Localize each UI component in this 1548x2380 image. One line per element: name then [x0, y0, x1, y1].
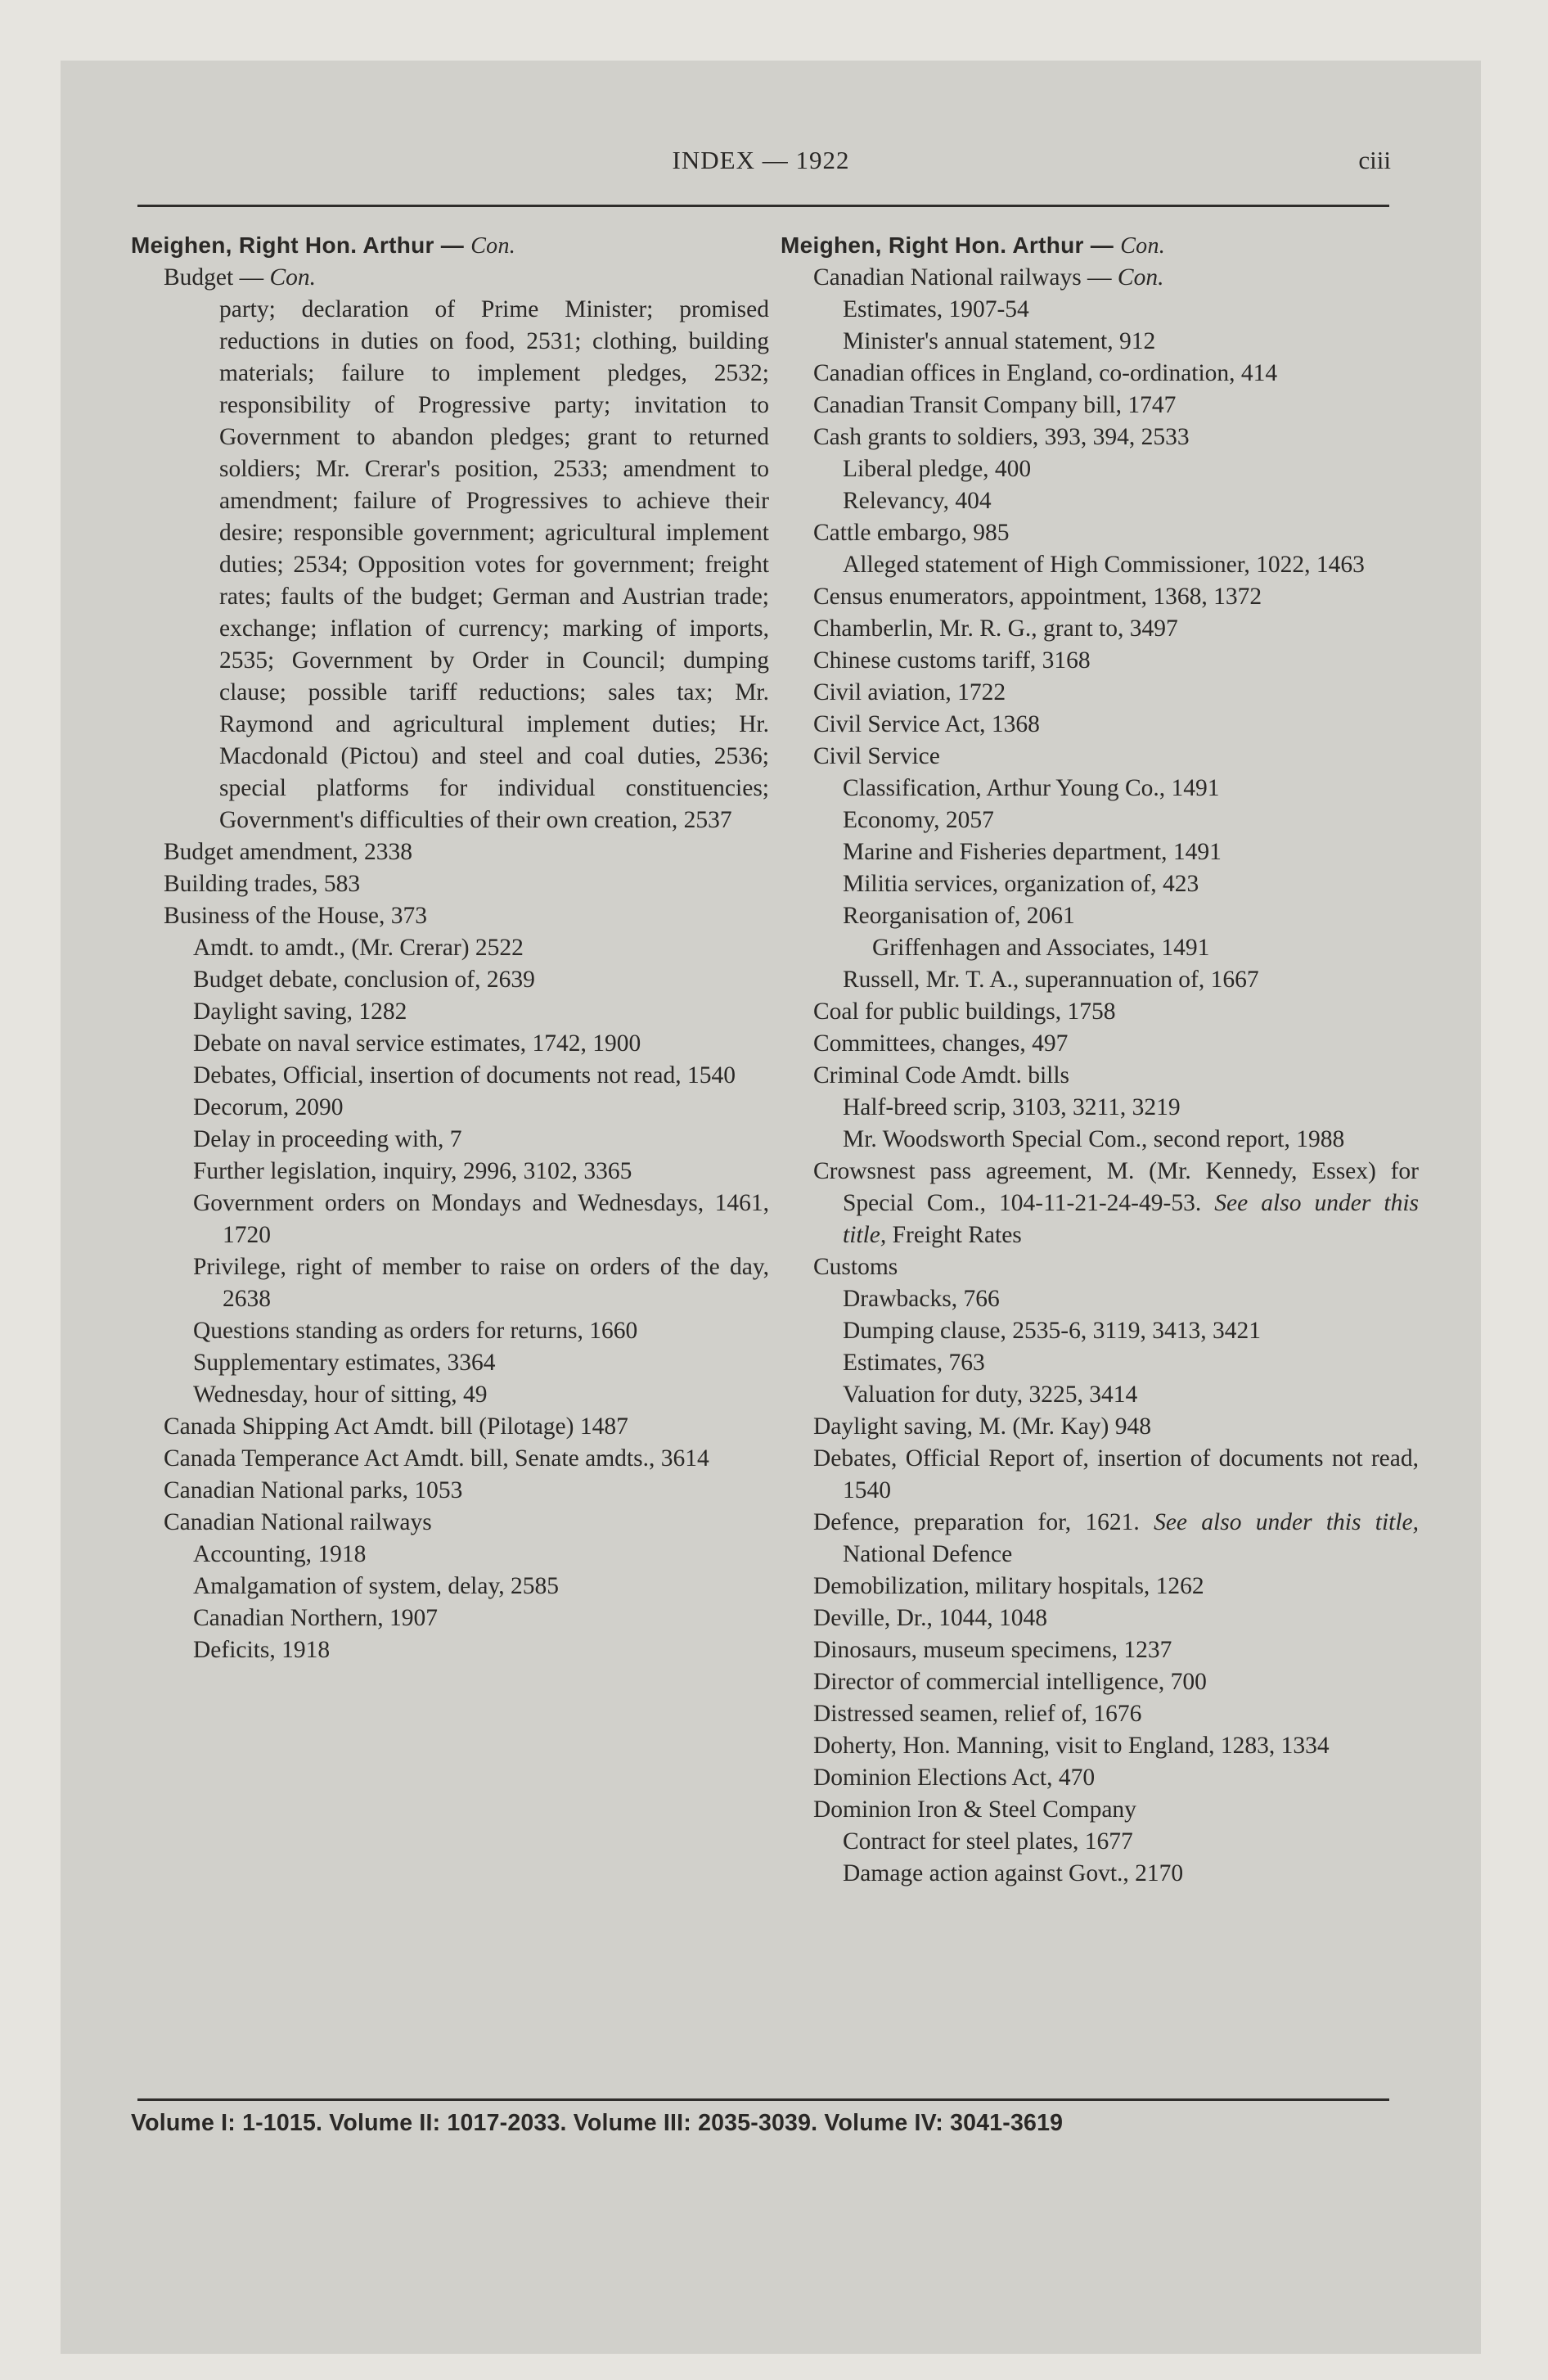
right-column [781, 229, 1419, 1890]
column-heading [781, 229, 1419, 262]
budget-paragraph: party; declaration of Prime Minister; promised reductions in duties on food, 2531; clothing, building materials; failure to implement pledges, 2532; responsibility of Progressive party; invitation to Government to abandon pledges; grant to returned soldiers; Mr. Crerar's position, 2533; amendment to amendment; failure of Progressives to achieve their desire; responsible government; agricultural implement duties; 2534; Opposition votes for government; freight rates; faults of the budget; German and Austrian trade; exchange; inflation of currency; marking of imports, 2535; Government by Order in Council; dumping clause; possible tariff reductions; sales tax; Mr. Raymond and agricultural implement duties; Hr. Macdonald (Pictou) and steel and coal duties, 2536; special platforms for individual constituencies; Government's difficulties of their own creation, 2537 [219, 296, 769, 833]
entry-text: Further legislation, inquiry, 2996, 3102, 3365 [193, 1158, 632, 1184]
page-number: ciii [1358, 146, 1391, 174]
subheading-text: Canadian National railways — [813, 264, 1112, 291]
index-entry [131, 1092, 769, 1124]
index-entry [781, 1443, 1419, 1507]
see-also-target: National Defence [843, 1541, 1013, 1567]
entry-text: Minister's annual statement, 912 [843, 328, 1156, 354]
entry-text: Civil aviation, 1722 [813, 679, 1006, 705]
index-entry [781, 326, 1419, 358]
entry-text: Daylight saving, 1282 [193, 998, 407, 1025]
entry-text: Canadian offices in England, co-ordination, 414 [813, 360, 1278, 386]
subheading-continued: Con. [269, 264, 317, 291]
index-entry [781, 836, 1419, 868]
entry-text: Damage action against Govt., 2170 [843, 1860, 1184, 1886]
entry-text: Budget debate, conclusion of, 2639 [193, 967, 535, 993]
index-entry [781, 1571, 1419, 1602]
header-title: INDEX — 1922 [672, 146, 850, 174]
index-entry [781, 1251, 1419, 1283]
index-entry [781, 549, 1419, 581]
entry-text: Canadian Northern, 1907 [193, 1605, 439, 1631]
right-entry-list [781, 294, 1419, 1890]
index-entry [781, 1634, 1419, 1666]
entry-text: Estimates, 763 [843, 1350, 985, 1376]
index-entry [131, 1539, 769, 1571]
index-entry [781, 677, 1419, 709]
index-entry [781, 1507, 1419, 1571]
index-entry [131, 836, 769, 868]
heading-continued: Con. [1120, 233, 1166, 259]
index-entry [781, 1794, 1419, 1826]
entry-text: Amalgamation of system, delay, 2585 [193, 1573, 560, 1599]
index-entry [781, 1315, 1419, 1347]
subheading-text: Budget — [164, 264, 264, 291]
entry-text: Dominion Iron & Steel Company [813, 1796, 1136, 1823]
left-entry-list [131, 836, 769, 1666]
index-entry [131, 1124, 769, 1156]
index-entry [131, 1060, 769, 1092]
entry-text: Dumping clause, 2535-6, 3119, 3413, 3421 [843, 1318, 1262, 1344]
entry-text: Russell, Mr. T. A., superannuation of, 1667 [843, 967, 1259, 993]
entry-text: Criminal Code Amdt. bills [813, 1062, 1070, 1089]
entry-text: Census enumerators, appointment, 1368, 1372 [813, 584, 1262, 610]
entry-text: Cash grants to soldiers, 393, 394, 2533 [813, 424, 1190, 450]
index-entry [131, 900, 769, 932]
index-entry [781, 1602, 1419, 1634]
entry-text: Debates, Official Report of, insertion of documents not read, 1540 [813, 1445, 1419, 1503]
entry-text: Debates, Official, insertion of documents not read, 1540 [193, 1062, 736, 1089]
index-entry [781, 453, 1419, 485]
index-entry [131, 932, 769, 964]
index-entry [131, 1507, 769, 1539]
index-entry [131, 1634, 769, 1666]
entry-text: Alleged statement of High Commissioner, 1022, 1463 [843, 552, 1365, 578]
index-entry [131, 1315, 769, 1347]
index-entry [131, 1347, 769, 1379]
index-entry [781, 1028, 1419, 1060]
heading-name: Meighen, Right Hon. Arthur — [131, 232, 465, 258]
index-entry [781, 1060, 1419, 1092]
entry-text: Canada Shipping Act Amdt. bill (Pilotage) 1487 [164, 1413, 628, 1440]
entry-text: Civil Service [813, 743, 940, 769]
entry-text: Militia services, organization of, 423 [843, 871, 1199, 897]
entry-text: Questions standing as orders for returns, 1660 [193, 1318, 638, 1344]
index-entry [131, 1411, 769, 1443]
index-entry [781, 805, 1419, 836]
index-entry [131, 964, 769, 996]
index-entry [131, 1571, 769, 1602]
entry-text: Chamberlin, Mr. R. G., grant to, 3497 [813, 615, 1178, 642]
index-entry [781, 421, 1419, 453]
entry-text: Deville, Dr., 1044, 1048 [813, 1605, 1047, 1631]
index-entry [781, 996, 1419, 1028]
top-rule [137, 205, 1389, 207]
entry-text: Coal for public buildings, 1758 [813, 998, 1116, 1025]
entry-text: Dinosaurs, museum specimens, 1237 [813, 1637, 1172, 1663]
see-also-reference: See also under this title, [1154, 1509, 1420, 1535]
entry-text: Liberal pledge, 400 [843, 456, 1032, 482]
index-entry [781, 1666, 1419, 1698]
subheading [131, 262, 769, 294]
entry-text: Marine and Fisheries department, 1491 [843, 839, 1222, 865]
index-entry [781, 868, 1419, 900]
index-entry [131, 1379, 769, 1411]
entry-text: Griffenhagen and Associates, 1491 [872, 935, 1210, 961]
entry-text: Defence, preparation for, 1621. [813, 1509, 1140, 1535]
entry-text: Canadian National parks, 1053 [164, 1477, 463, 1503]
index-entry [781, 1762, 1419, 1794]
entry-text: Distressed seamen, relief of, 1676 [813, 1701, 1142, 1727]
entry-text: Supplementary estimates, 3364 [193, 1350, 496, 1376]
entry-text: Director of commercial intelligence, 700 [813, 1669, 1207, 1695]
entry-text: Delay in proceeding with, 7 [193, 1126, 462, 1152]
index-entry [781, 645, 1419, 677]
index-entry [781, 773, 1419, 805]
index-entry [781, 741, 1419, 773]
running-header [131, 146, 1391, 182]
index-entry [781, 517, 1419, 549]
entry-text: Building trades, 583 [164, 871, 361, 897]
index-entry [781, 581, 1419, 613]
bottom-rule [137, 2098, 1389, 2101]
entry-text: Privilege, right of member to raise on orders of the day, 2638 [193, 1254, 769, 1312]
index-entry [131, 1443, 769, 1475]
index-entry [781, 900, 1419, 932]
entry-text: Deficits, 1918 [193, 1637, 331, 1663]
index-entry [131, 1028, 769, 1060]
index-entry [131, 996, 769, 1028]
entry-text: Canada Temperance Act Amdt. bill, Senate amdts., 3614 [164, 1445, 709, 1472]
entry-text: Chinese customs tariff, 3168 [813, 647, 1091, 674]
entry-text: Reorganisation of, 2061 [843, 903, 1075, 929]
index-entry [781, 1730, 1419, 1762]
index-entry [131, 1188, 769, 1251]
index-entry [781, 358, 1419, 390]
entry-text: Accounting, 1918 [193, 1541, 367, 1567]
entry-text: Drawbacks, 766 [843, 1286, 1000, 1312]
index-entry [781, 390, 1419, 421]
see-also-target: Freight Rates [892, 1222, 1022, 1248]
entry-text: Canadian National railways [164, 1509, 432, 1535]
entry-text: Debate on naval service estimates, 1742, 1900 [193, 1030, 641, 1057]
index-entry [781, 1411, 1419, 1443]
entry-text: Amdt. to amdt., (Mr. Crerar) 2522 [193, 935, 524, 961]
index-entry [781, 709, 1419, 741]
index-entry [781, 485, 1419, 517]
volume-footer: Volume I: 1-1015. Volume II: 1017-2033. Volume III: 2035-3039. Volume IV: 3041-3619 [131, 2110, 1064, 2136]
index-entry [781, 1858, 1419, 1890]
entry-text: Economy, 2057 [843, 807, 994, 833]
entry-text: Daylight saving, M. (Mr. Kay) 948 [813, 1413, 1151, 1440]
index-entry [781, 613, 1419, 645]
entry-text: Committees, changes, 497 [813, 1030, 1069, 1057]
entry-text: Crowsnest pass agreement, M. (Mr. Kennedy, Essex) for Special Com., 104-11-21-24-49-53. [813, 1158, 1419, 1216]
entry-text: Civil Service Act, 1368 [813, 711, 1040, 737]
index-entry [781, 1283, 1419, 1315]
heading-continued: Con. [470, 233, 516, 259]
left-column [131, 229, 769, 1666]
index-entry [781, 1092, 1419, 1124]
entry-text: Classification, Arthur Young Co., 1491 [843, 775, 1220, 801]
index-entry [781, 1124, 1419, 1156]
index-entry [781, 1698, 1419, 1730]
index-entry [781, 1156, 1419, 1251]
index-entry [131, 1251, 769, 1315]
entry-text: Wednesday, hour of sitting, 49 [193, 1382, 488, 1408]
entry-text: Cattle embargo, 985 [813, 520, 1010, 546]
entry-text: Mr. Woodsworth Special Com., second report, 1988 [843, 1126, 1345, 1152]
index-entry [131, 868, 769, 900]
index-entry [131, 1475, 769, 1507]
index-entry [781, 932, 1419, 964]
subheading-continued: Con. [1117, 264, 1164, 291]
index-entry [781, 294, 1419, 326]
entry-text: Relevancy, 404 [843, 488, 992, 514]
entry-text: Decorum, 2090 [193, 1094, 344, 1120]
index-entry [131, 1156, 769, 1188]
entry-text: Budget amendment, 2338 [164, 839, 412, 865]
index-entry [781, 1347, 1419, 1379]
entry-text: Government orders on Mondays and Wednesdays, 1461, 1720 [193, 1190, 769, 1248]
column-heading [131, 229, 769, 262]
entry-text: Demobilization, military hospitals, 1262 [813, 1573, 1204, 1599]
entry-text: Doherty, Hon. Manning, visit to England, 1283, 1334 [813, 1733, 1330, 1759]
subheading [781, 262, 1419, 294]
entry-text: Canadian Transit Company bill, 1747 [813, 392, 1177, 418]
entry-text: Contract for steel plates, 1677 [843, 1828, 1133, 1855]
entry-text: Half-breed scrip, 3103, 3211, 3219 [843, 1094, 1181, 1120]
entry-text: Dominion Elections Act, 470 [813, 1765, 1096, 1791]
index-entry [781, 1379, 1419, 1411]
entry-text: Valuation for duty, 3225, 3414 [843, 1382, 1138, 1408]
heading-name: Meighen, Right Hon. Arthur — [781, 232, 1114, 258]
see-also-reference: See also under this title, [843, 1190, 1420, 1248]
entry-text: Customs [813, 1254, 898, 1280]
entry-text: Estimates, 1907-54 [843, 296, 1029, 322]
index-entry [781, 1826, 1419, 1858]
index-entry [781, 964, 1419, 996]
index-entry [131, 1602, 769, 1634]
entry-text: Business of the House, 373 [164, 903, 428, 929]
